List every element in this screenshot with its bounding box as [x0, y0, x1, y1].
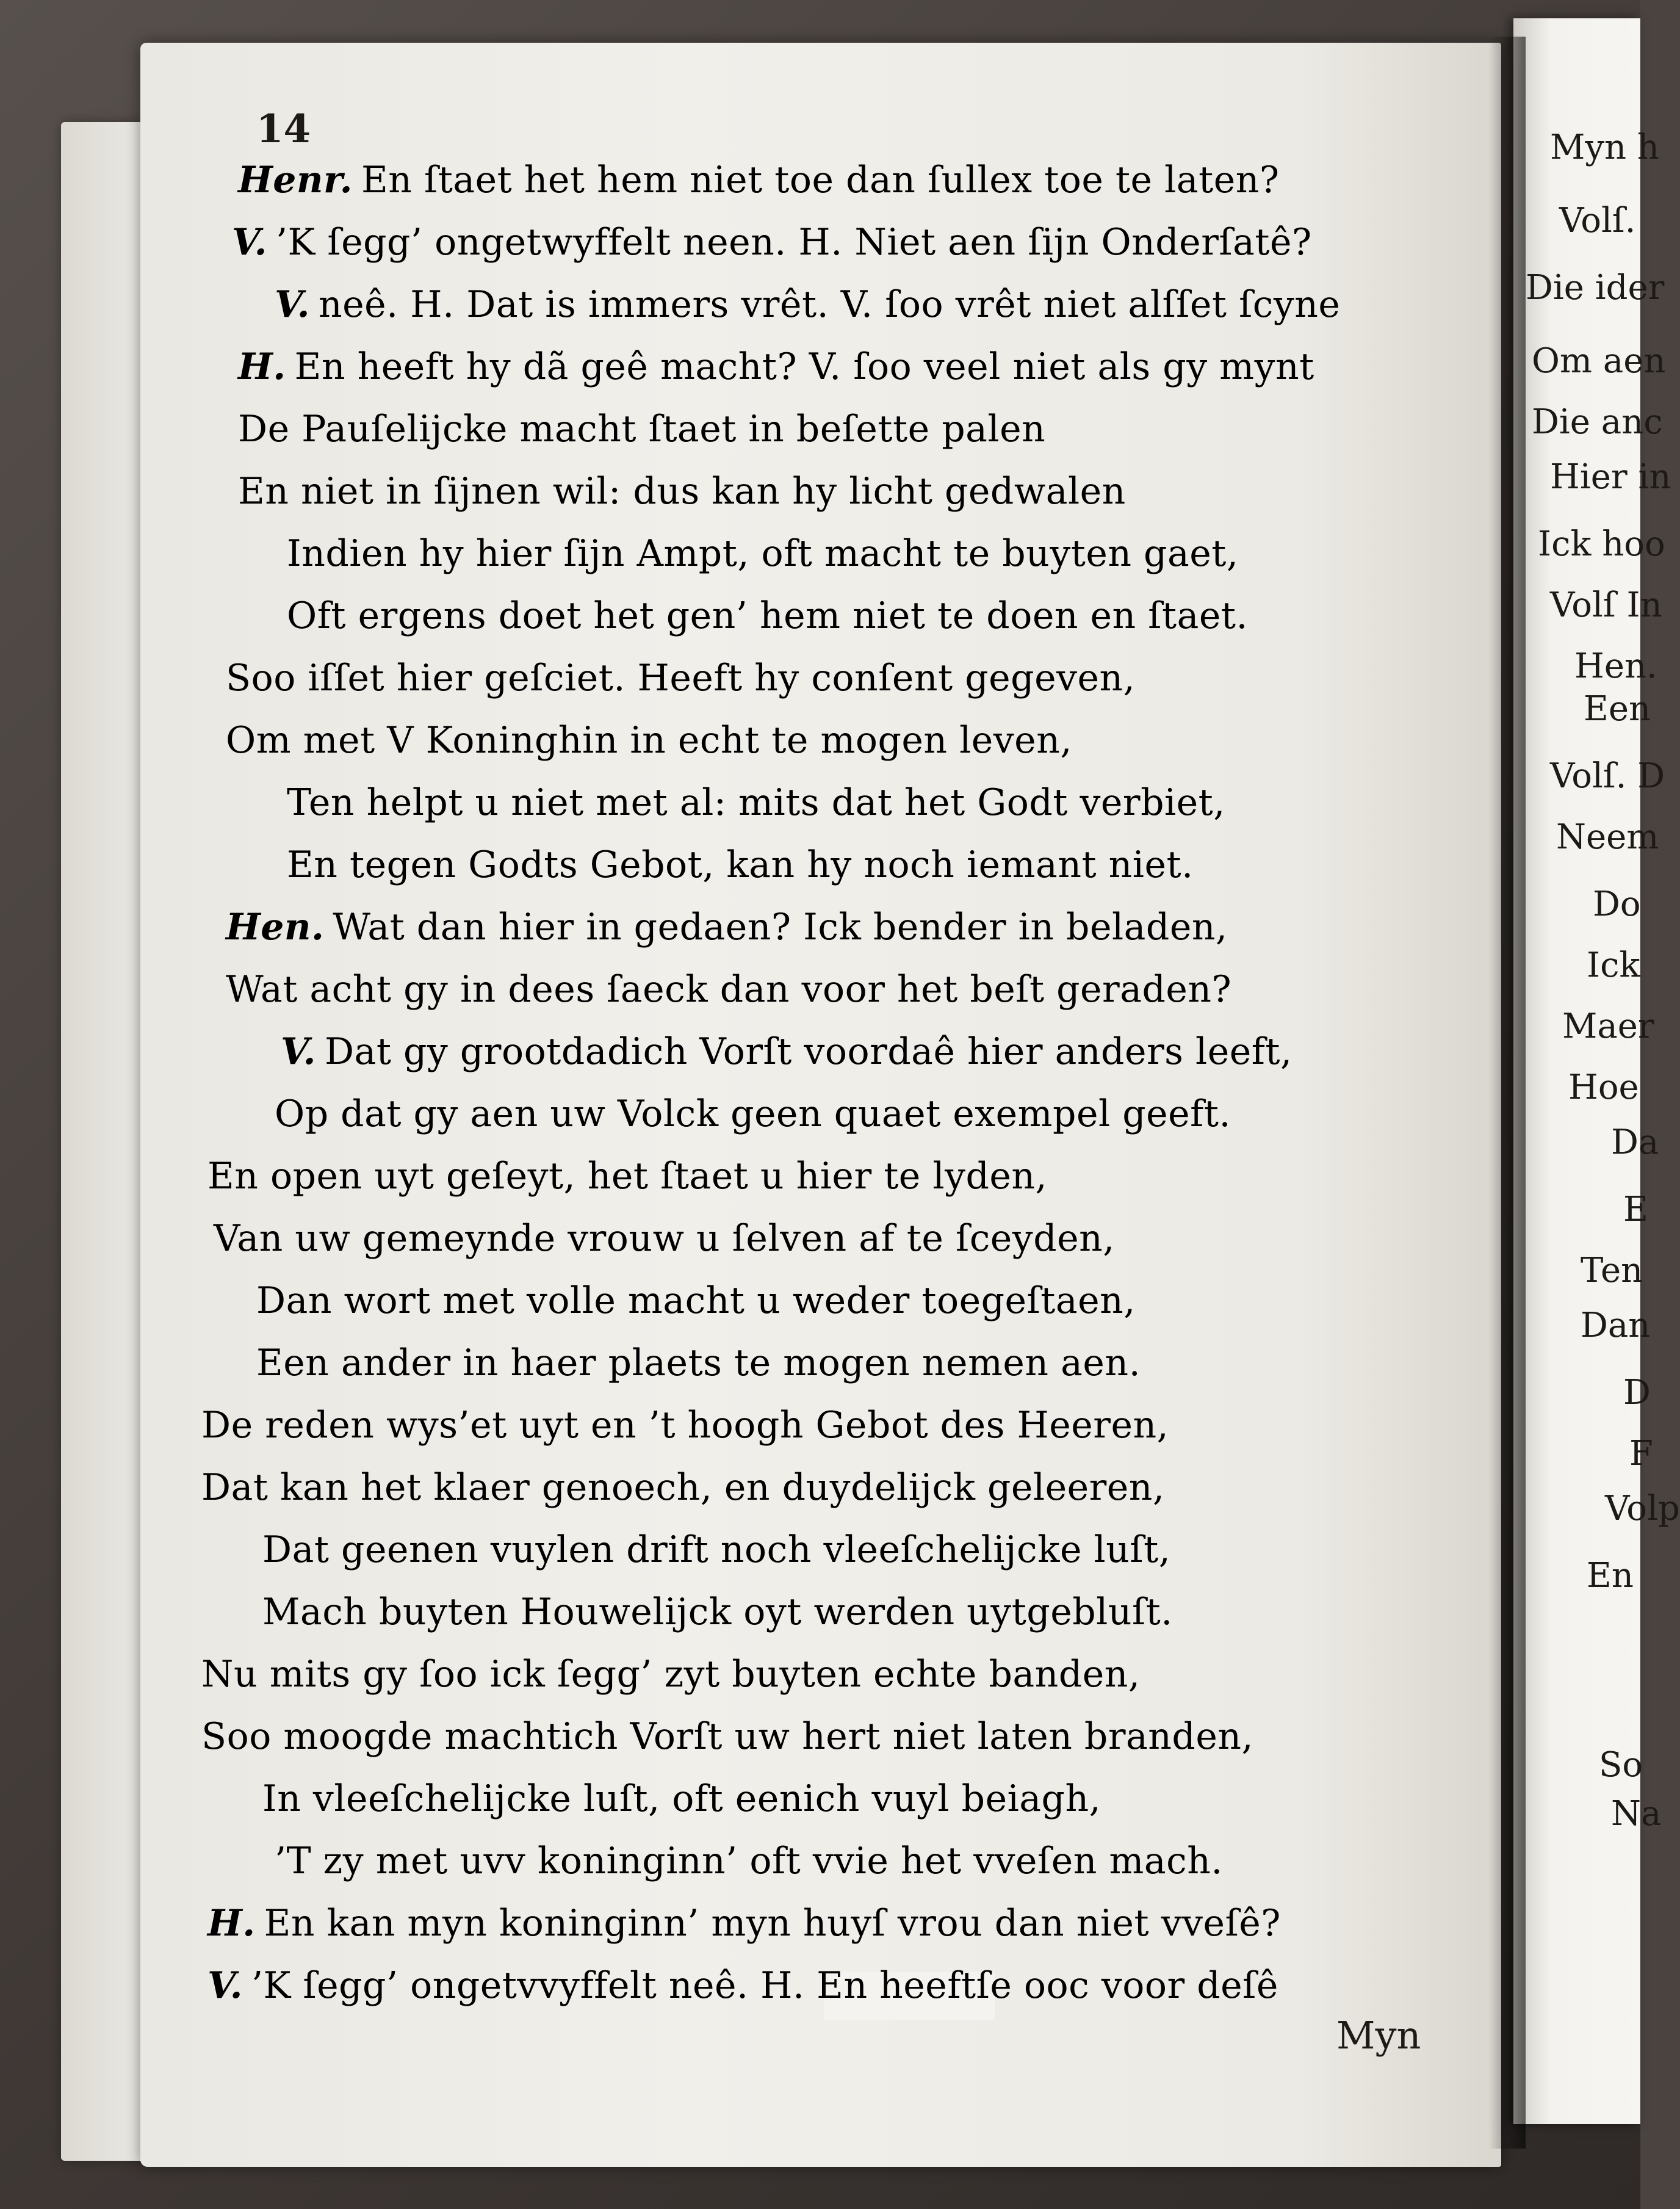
facing-page-line: Hoe [1568, 1068, 1639, 1107]
verse-line [201, 1715, 1253, 1758]
facing-page-line: Volſ In [1550, 585, 1662, 625]
verse-line [238, 159, 1280, 201]
verse-text: En tegen Godts Gebot, kan hy noch iemant niet. [287, 844, 1194, 886]
facing-page-line: Hen. [1574, 646, 1657, 686]
verse-line [281, 1030, 1292, 1073]
verse-text: Ten helpt u niet met al: mits dat het Godt verbiet, [287, 781, 1225, 824]
verse-line [262, 1591, 1173, 1633]
verse-text: Dat kan het klaer genoech, en duydelijck geleeren, [201, 1466, 1165, 1509]
facing-page-line: Ten [1581, 1251, 1643, 1290]
verse-text: De Pauſelijcke macht ſtaet in beſette palen [238, 408, 1046, 450]
facing-page-line: Neem [1556, 817, 1659, 857]
facing-page-line: So [1599, 1745, 1643, 1785]
verse-text: Dan wort met volle macht u weder toegeſtaen, [256, 1279, 1136, 1322]
verse-text: In vleeſchelijcke luſt, oft eenich vuyl beiagh, [262, 1777, 1101, 1820]
facing-page-line: Na [1611, 1794, 1662, 1834]
facing-page-line: Die anc [1532, 402, 1663, 442]
verse-text: En open uyt geſeyt, het ſtaet u hier te lyden, [207, 1155, 1048, 1198]
verse-text: En ſtaet het hem niet toe dan ſullex toe te laten? [361, 159, 1280, 201]
catchword: Myn [1336, 2013, 1421, 2058]
speaker-label: V. [281, 1030, 316, 1073]
verse-text: Dat gy grootdadich Vorſt voordaê hier anders leeft, [324, 1030, 1292, 1073]
facing-page-line: Een [1584, 689, 1651, 729]
facing-page-line: Die ider [1526, 268, 1665, 308]
speaker-label: Hen. [226, 906, 325, 949]
verse-text: ’K ſegg’ ongetwyffelt neen. H. Niet aen ſijn Onderſatê? [275, 221, 1312, 264]
verse-line [226, 906, 1228, 949]
verse-text: ’K ſegg’ ongetvvyffelt neê. H. En heeftſe ooc voor deſê [251, 1964, 1278, 2007]
facing-page-line: D [1623, 1373, 1651, 1412]
speaker-label: H. [207, 1902, 256, 1945]
verse-line [226, 719, 1072, 762]
verse-line [275, 283, 1340, 326]
verse-line [287, 595, 1248, 637]
verse-line [207, 1902, 1281, 1945]
verse-line [238, 345, 1314, 388]
verse-line [262, 1777, 1101, 1820]
facing-page-line: E [1623, 1190, 1648, 1229]
verse-text: ’T zy met uvv koninginn’ oft vvie het vveſen mach. [275, 1840, 1223, 1882]
facing-page-line: En [1587, 1556, 1634, 1596]
verse-text: Soo moogde machtich Vorſt uw hert niet laten branden, [201, 1715, 1254, 1758]
speaker-label: Henr. [238, 159, 353, 201]
page-number: 14 [256, 106, 311, 152]
verse-text: Een ander in haer plaets te mogen nemen aen. [256, 1342, 1141, 1384]
verse-text: neê. H. Dat is immers vrêt. V. ſoo vrêt niet alſſet ſcyne [318, 283, 1341, 326]
verse-text: Dat geenen vuylen drift noch vleeſchelijcke luſt, [262, 1528, 1171, 1571]
speaker-label: H. [238, 345, 286, 388]
verse-text: Om met V Koninghin in echt te mogen leven, [226, 719, 1072, 762]
verse-line [287, 781, 1225, 824]
verse-line [262, 1528, 1170, 1571]
verse-line [201, 1653, 1140, 1696]
verse-line [207, 1155, 1047, 1198]
verse-line [201, 1404, 1169, 1447]
verse-text: Indien hy hier ſijn Ampt, oft macht te buyten gaet, [287, 532, 1239, 575]
facing-page-line: Ick [1587, 945, 1640, 985]
verse-text: Soo iſſet hier geſciet. Heeft hy conſent gegeven, [226, 657, 1136, 700]
verse-line [201, 1466, 1165, 1509]
verse-line [275, 1093, 1231, 1135]
verse-text: Nu mits gy ſoo ick ſegg’ zyt buyten echte banden, [201, 1653, 1141, 1696]
facing-page-line: Myn h [1550, 128, 1659, 167]
verse-line [287, 532, 1238, 575]
verse-text: En heeft hy dã geê macht? V. ſoo veel niet als gy mynt [294, 345, 1314, 388]
speaker-label: V. [232, 221, 267, 264]
verse-line [256, 1279, 1136, 1322]
verse-text: Mach buyten Houwelijck oyt werden uytgebluſt. [262, 1591, 1173, 1633]
verse-text: En kan myn koninginn’ myn huyſ vrou dan niet vveſê? [264, 1902, 1281, 1945]
facing-page-line: Om aen [1532, 341, 1666, 381]
facing-page-line: Ick hoo [1538, 524, 1665, 564]
verse-line [275, 1840, 1223, 1882]
book-gutter [1489, 37, 1526, 2149]
facing-page-line: Volp [1605, 1489, 1680, 1528]
facing-page-line: Maer [1562, 1007, 1654, 1046]
facing-page-line: Volſ. [1559, 201, 1636, 240]
verse-line [226, 968, 1231, 1011]
verse-text: Oft ergens doet het gen’ hem niet te doen en ſtaet. [287, 595, 1249, 637]
verse-text: En niet in ſijnen wil: dus kan hy licht gedwalen [238, 470, 1126, 513]
verse-line [232, 221, 1312, 264]
verse-line [226, 657, 1135, 700]
facing-page-line: Dan [1581, 1306, 1651, 1345]
verse-line [287, 844, 1194, 886]
verse-line [214, 1217, 1115, 1260]
verse-text: Op dat gy aen uw Volck geen quaet exempel geeft. [275, 1093, 1231, 1135]
verse-line [207, 1964, 1278, 2007]
facing-page-line: Hier in [1550, 457, 1671, 497]
facing-page-line: Da [1611, 1123, 1659, 1162]
verse-line [256, 1342, 1141, 1384]
verse-text: Wat dan hier in gedaen? Ick bender in beladen, [333, 906, 1228, 949]
verse-text: Wat acht gy in dees ſaeck dan voor het beſt geraden? [226, 968, 1232, 1011]
speaker-label: V. [207, 1964, 243, 2007]
facing-page-line: Volſ. D [1550, 756, 1665, 796]
verse-text: Van uw gemeynde vrouw u ſelven af te ſceyden, [214, 1217, 1115, 1260]
verse-line [238, 470, 1126, 513]
verse-text: De reden wys’et uyt en ’t hoogh Gebot des Heeren, [201, 1404, 1169, 1447]
verse-line [238, 408, 1045, 450]
facing-page-line: F [1629, 1434, 1653, 1473]
facing-page-line: Do [1593, 884, 1641, 924]
speaker-label: V. [275, 283, 310, 326]
